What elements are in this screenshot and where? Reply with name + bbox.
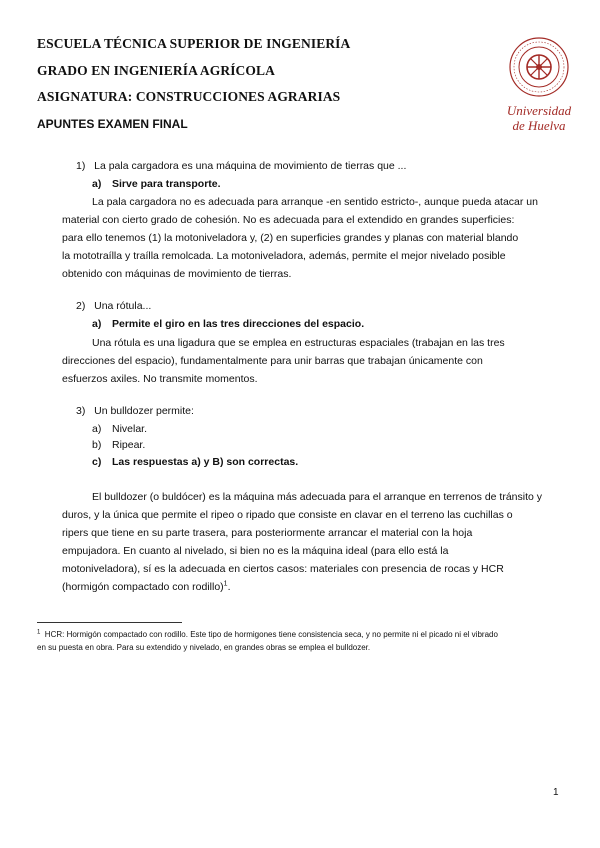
option-text: Nivelar. (112, 423, 148, 435)
question-text: La pala cargadora es una máquina de movimiento de tierras que ... (94, 160, 407, 172)
university-logo (503, 36, 575, 136)
q3-option-c (92, 453, 298, 471)
q1-explanation-line: la mototraílla y traílla remolcada. La motoniveladora, además, permite el mejor nivelado posible (62, 250, 506, 262)
q3-explanation-last-line (62, 578, 231, 596)
q1-answer (92, 175, 221, 193)
footnote-reference[interactable]: 1 (223, 580, 228, 588)
option-label: a) (92, 178, 102, 190)
q1-explanation-line: obtenido con máquinas de movimiento de tierras. (62, 268, 292, 280)
logo-text-line1: Universidad (506, 103, 572, 118)
q3-explanation-text: (hormigón compactado con rodillo) (62, 581, 224, 593)
q2-explanation-line: esfuerzos axiles. No transmite momentos. (62, 373, 258, 385)
q2-explanation-line: direcciones del espacio), fundamentalmente para unir barras que trabajan únicamente con (62, 355, 483, 367)
q3-explanation-line: empujadora. En cuanto al nivelado, si bien no es la máquina ideal (para ello está la (62, 545, 449, 557)
footnote-separator (37, 622, 182, 623)
option-text: Las respuestas a) y B) son correctas. (112, 456, 299, 468)
option-text: Permite el giro en las tres direcciones del espacio. (112, 318, 365, 330)
degree-title: GRADO EN INGENIERÍA AGRÍCOLA (37, 63, 275, 78)
footnote-mark: 1 (37, 629, 41, 636)
q3-explanation-line: El bulldozer (o buldócer) es la máquina más adecuada para el arranque en terrenos de tránsito y (92, 491, 543, 503)
footnote-line-1 (37, 628, 498, 641)
q1-explanation-line: material con cierto grado de cohesión. No es adecuada para el extendido en grandes superficies: (62, 214, 515, 226)
question-3 (76, 402, 194, 420)
footnote-text: HCR: Hormigón compactado con rodillo. Este tipo de hormigones tiene consistencia seca, y no permite ni el picado ni el vibrado (44, 630, 498, 639)
question-1 (76, 157, 406, 175)
q2-answer (92, 315, 364, 333)
question-number: 1) (76, 160, 86, 172)
option-label: a) (92, 318, 102, 330)
document-title: APUNTES EXAMEN FINAL (37, 117, 188, 131)
q3-explanation-line: motoniveladora), sí es la adecuada en ciertos casos: materiales con presencia de rocas y HCR (62, 563, 504, 575)
page-number: 1 (553, 787, 559, 798)
school-title: ESCUELA TÉCNICA SUPERIOR DE INGENIERÍA (37, 36, 351, 51)
footnote-line-2: en su puesta en obra. Para su extendido y nivelado, en grandes obras se emplea el bulldozer. (37, 643, 371, 652)
option-label: b) (92, 439, 102, 451)
option-text: Sirve para transporte. (112, 178, 221, 190)
q3-explanation-line: ripers que tiene en su parte trasera, para posteriormente arrancar el material con la hoja (62, 527, 473, 539)
q2-explanation-line: Una rótula es una ligadura que se emplea en estructuras espaciales (trabajan en las tres (92, 337, 505, 349)
q3-explanation-line: duros, y la única que permite el ripeo o ripado que consiste en clavar en el terreno las cuchillas o (62, 509, 513, 521)
q3-option-b (92, 436, 145, 454)
option-label: a) (92, 423, 102, 435)
question-number: 3) (76, 405, 86, 417)
logo-text-line2: de Huelva (512, 118, 566, 133)
option-label: c) (92, 456, 102, 468)
sentence-end: . (227, 581, 231, 593)
question-2 (76, 297, 151, 315)
question-number: 2) (76, 300, 86, 312)
subject-title: ASIGNATURA: CONSTRUCCIONES AGRARIAS (37, 89, 341, 104)
question-text: Un bulldozer permite: (94, 405, 194, 417)
university-seal-icon (503, 36, 575, 100)
q1-explanation-line: para ello tenemos (1) la motoniveladora y, (2) en superficies grandes y planas con material blando (62, 232, 519, 244)
question-text: Una rótula... (94, 300, 152, 312)
option-text: Ripear. (112, 439, 146, 451)
q1-explanation-line: La pala cargadora no es adecuada para arranque -en sentido estricto-, aunque pueda atacar un (92, 196, 538, 208)
